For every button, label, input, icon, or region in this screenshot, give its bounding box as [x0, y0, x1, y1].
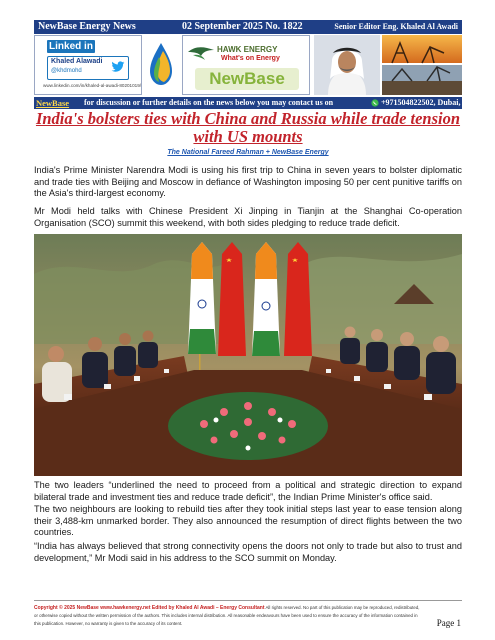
whats-on-energy-tagline: What's on Energy [221, 55, 280, 62]
publication-title: NewBase Energy News [38, 21, 136, 32]
author-handle: @khdmohd [51, 68, 82, 74]
footer-copyright [34, 604, 424, 628]
newbase-logo-panel [182, 35, 310, 95]
linkedin-logo: Linked in [47, 40, 95, 53]
contact-bar [34, 97, 480, 109]
whatsapp-icon [371, 99, 379, 107]
hawk-bird-icon [187, 44, 215, 62]
oil-field-collage [382, 35, 462, 95]
article-paragraph: “India has always believed that strong connectivity opens the doors not only to trade but also to trust and development,” Mr Modi said in his address to the SCO summit on Monday. [34, 541, 462, 563]
article-headline: India's bolsters ties with China and Russia while trade tension with US mounts [35, 109, 461, 146]
article-byline: The National Fareed Rahman + NewBase Energy [167, 149, 329, 156]
contact-newbase-label: NewBase [36, 98, 70, 108]
page-number: Page 1 [436, 618, 461, 628]
article-paragraph: Mr Modi held talks with Chinese President Xi Jinping in Tianjin at the Shanghai Co-operation Organisation (SCO) summit this weekend, with both sides pledging to reduce trade deficit. [34, 206, 462, 228]
linkedin-panel[interactable] [34, 35, 142, 95]
contact-phone[interactable]: +971504822502, Dubai, UAE [381, 98, 480, 107]
newbase-logo: NewBase [195, 68, 299, 90]
summit-meeting-photo [34, 234, 462, 476]
editor-portrait [314, 35, 380, 95]
footer-divider [34, 600, 462, 601]
author-name: Khaled Alawadi [51, 58, 103, 65]
author-card [47, 56, 129, 80]
twitter-bird-icon [111, 61, 125, 73]
energy-drops-logo-panel [144, 35, 180, 95]
footer-rights: All rights reserved. No part of this publication may be reproduced, redistributed, or otherwise copied without the written permission of the authors. This includes internal distribution. All reasonable endeavours have been used to ensure the accuracy of the information contained in this publication. However, no warranty is given to the accuracy of its content. [34, 605, 420, 626]
article-paragraph: India's Prime Minister Narendra Modi is using his first trip to China in seven years to bolster diplomatic and trade ties with Beijing and Moscow in defiance of Washington imposing 50 per cent punitive tariffs on the Asia's third-largest economy. [34, 165, 462, 198]
oil-rig-photos [382, 35, 462, 95]
footer-copyright-line: Copyright © 2025 NewBase www.hawkenergy.net Edited by Khaled Al Awadi – Energy Consultant [34, 605, 265, 611]
hawk-energy-title: HAWK ENERGY [217, 45, 278, 54]
contact-message: for discussion or further details on the news below you may contact us on [84, 98, 334, 107]
article-paragraph: The two leaders “underlined the need to proceed from a political and strategic direction to expand bilateral trade and investment ties and reduce trade deficit”, the Indian Prime Minister's office said. [34, 480, 462, 502]
header-banner [34, 35, 462, 95]
editor-credit: Senior Editor Eng. Khaled Al Awadi [334, 22, 458, 31]
linkedin-url[interactable]: www.linkedin.com/in/khaled-al-awadi-80201019/ [43, 83, 142, 88]
article-paragraph: The two neighbours are looking to rebuild ties after they took initial steps last year to ease tension along their 3,488-km unmarked border. They also announced the resumption of direct flights between the two countries. [34, 504, 462, 537]
top-banner-bar [34, 20, 462, 34]
issue-date: 02 September 2025 No. 1822 [182, 21, 303, 32]
editor-portrait-image [314, 35, 380, 95]
energy-drops-icon [146, 41, 176, 87]
